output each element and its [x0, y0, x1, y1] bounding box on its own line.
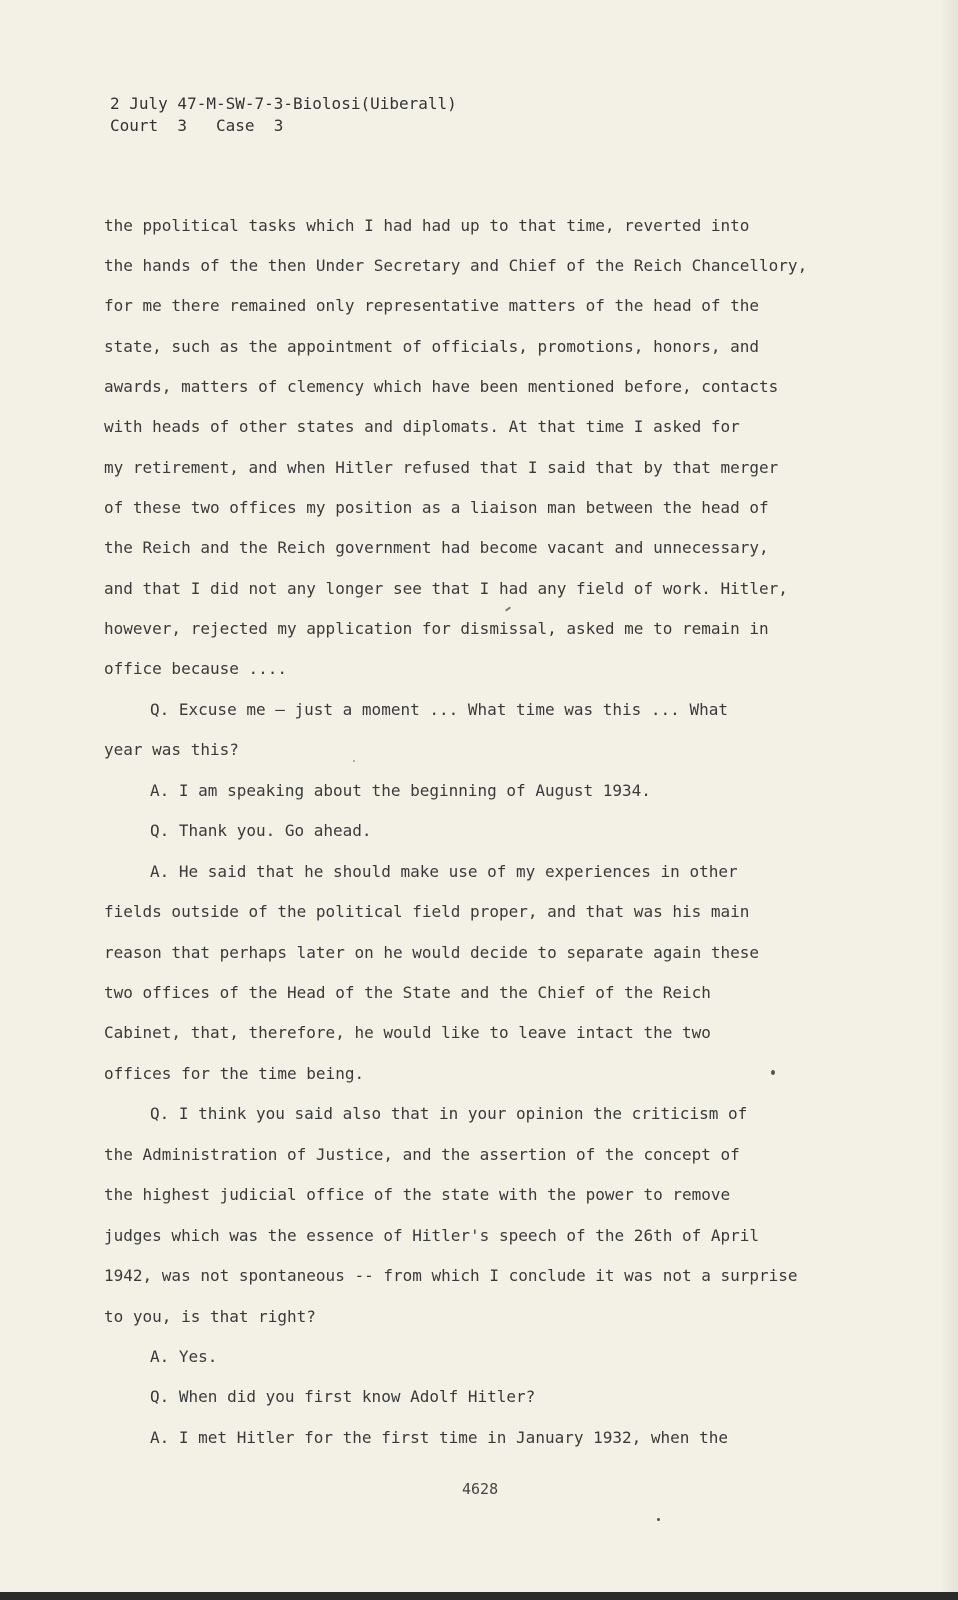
answer-line: A. I am speaking about the beginning of August 1934. [150, 781, 651, 800]
body-line: reason that perhaps later on he would decide to separate again these [104, 943, 760, 962]
question-line: Q. When did you first know Adolf Hitler? [150, 1387, 536, 1406]
body-line: fields outside of the political field proper, and that was his main [104, 902, 750, 921]
body-line: however, rejected my application for dismissal, asked me to remain in [104, 619, 769, 638]
body-line: with heads of other states and diplomats. At that time I asked for [104, 417, 740, 436]
body-line: the highest judicial office of the state with the power to remove [104, 1185, 731, 1204]
paper-edge-shadow [940, 0, 958, 1600]
body-line: office because .... [104, 659, 288, 678]
body-line: Cabinet, that, therefore, he would like to leave intact the two [104, 1023, 711, 1042]
answer-line: A. He said that he should make use of my experiences in other [150, 862, 738, 881]
scan-bottom-border [0, 1592, 958, 1600]
ink-speck [657, 1518, 660, 1521]
body-line: my retirement, and when Hitler refused that I said that by that merger [104, 458, 779, 477]
document-header [110, 93, 457, 137]
header-reference-line: 2 July 47-M-SW-7-3-Biolosi(Uiberall) [110, 94, 457, 113]
body-line: 1942, was not spontaneous -- from which I conclude it was not a surprise [104, 1266, 798, 1285]
body-line: state, such as the appointment of officials, promotions, honors, and [104, 337, 760, 356]
question-line: Q. Thank you. Go ahead. [150, 821, 372, 840]
body-line: the ppolitical tasks which I had had up to that time, reverted into [104, 216, 750, 235]
body-line: year was this? [104, 740, 239, 759]
ink-mark [505, 606, 511, 611]
body-line: of these two offices my position as a liaison man between the head of [104, 498, 769, 517]
body-line: to you, is that right? [104, 1307, 316, 1326]
body-line: two offices of the Head of the State and the Chief of the Reich [104, 983, 711, 1002]
ink-speck [353, 760, 355, 762]
header-court-case-line: Court 3 Case 3 [110, 116, 284, 135]
body-line: judges which was the essence of Hitler's speech of the 26th of April [104, 1226, 760, 1245]
body-line: and that I did not any longer see that I had any field of work. Hitler, [104, 579, 788, 598]
body-line: awards, matters of clemency which have been mentioned before, contacts [104, 377, 779, 396]
body-line: the hands of the then Under Secretary and Chief of the Reich Chancellory, [104, 256, 808, 275]
body-line: for me there remained only representative matters of the head of the [104, 296, 760, 315]
answer-line: A. Yes. [150, 1347, 218, 1366]
question-line: Q. Excuse me — just a moment ... What time was this ... What [150, 700, 728, 719]
body-line: the Reich and the Reich government had become vacant and unnecessary, [104, 538, 769, 557]
ink-speck [771, 1070, 775, 1075]
body-line: the Administration of Justice, and the assertion of the concept of [104, 1145, 740, 1164]
question-line: Q. I think you said also that in your opinion the criticism of [150, 1104, 748, 1123]
answer-line: A. I met Hitler for the first time in January 1932, when the [150, 1428, 728, 1447]
body-line: offices for the time being. [104, 1064, 365, 1083]
page-number: 4628 [462, 1480, 499, 1498]
